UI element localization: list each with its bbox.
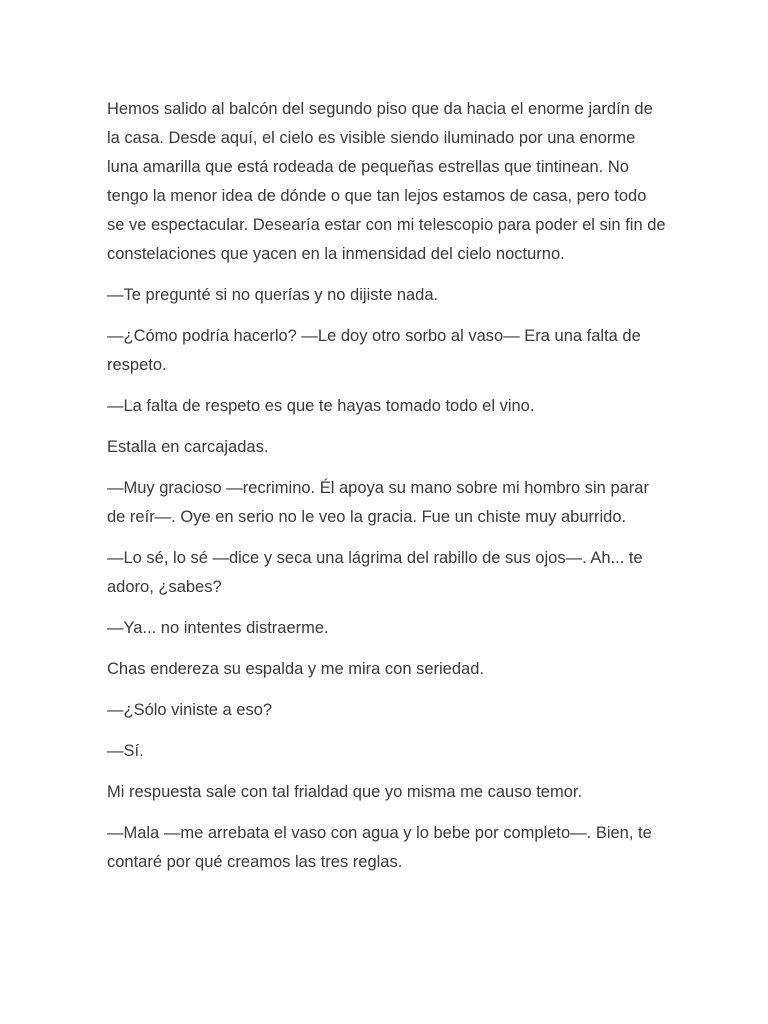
paragraph: —La falta de respeto es que te hayas tomado todo el vino. xyxy=(107,397,535,415)
paragraph: —¿Sólo viniste a eso? xyxy=(107,701,273,719)
paragraph: Chas endereza su espalda y me mira con seriedad. xyxy=(107,660,484,678)
paragraph: —Ya... no intentes distraerme. xyxy=(107,619,329,637)
paragraph: Mi respuesta sale con tal frialdad que yo misma me causo temor. xyxy=(107,783,583,801)
paragraph: —Muy gracioso —recrimino. Él apoya su mano sobre mi hombro sin parar de reír—. Oye en serio no le veo la gracia. Fue un chiste muy aburrido. xyxy=(107,479,649,526)
paragraph: Hemos salido al balcón del segundo piso que da hacia el enorme jardín de la casa. Desde aquí, el cielo es visible siendo iluminado por una enorme luna amarilla que está rodeada de pequeñas estrellas que tintinean. No tengo la menor idea de dónde o que tan lejos estamos de casa, pero todo se ve espectacular. Desearía estar con mi telescopio para poder el sin fin de constelaciones que yacen en la inmensidad del cielo nocturno. xyxy=(107,100,666,263)
paragraph: Estalla en carcajadas. xyxy=(107,438,269,456)
paragraph: —¿Cómo podría hacerlo? —Le doy otro sorbo al vaso— Era una falta de respeto. xyxy=(107,327,641,374)
paragraph: —Lo sé, lo sé —dice y seca una lágrima del rabillo de sus ojos—. Ah... te adoro, ¿sabes? xyxy=(107,549,643,596)
paragraph: —Te pregunté si no querías y no dijiste nada. xyxy=(107,286,439,304)
document-body xyxy=(107,95,667,889)
paragraph: —Sí. xyxy=(107,742,144,760)
paragraph: —Mala —me arrebata el vaso con agua y lo bebe por completo—. Bien, te contaré por qué creamos las tres reglas. xyxy=(107,824,652,871)
